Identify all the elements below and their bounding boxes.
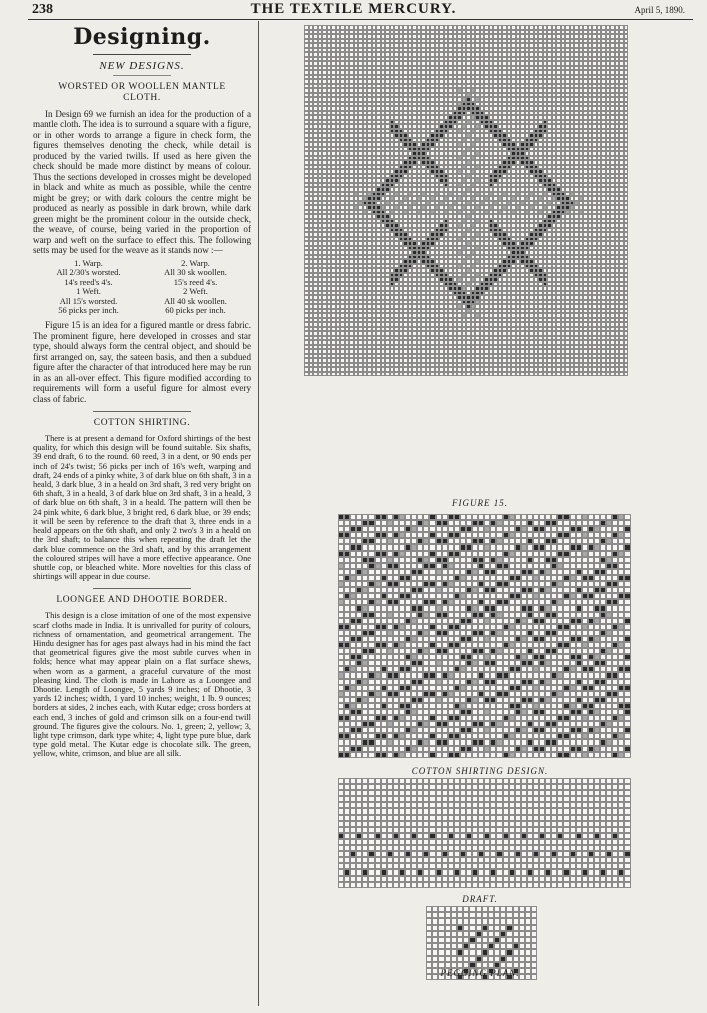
section-rule [93,588,191,589]
section-title: Designing. [73,24,211,50]
section-rule [93,411,191,412]
spec-line: All 15's worsted. [59,295,118,306]
spec-line: All 30 sk woollen. [164,267,227,278]
header-rule [28,19,693,20]
page-header [0,0,707,20]
spec-line: 15's reed 4's. [173,276,218,287]
figure-15-design-grid [304,25,628,376]
article-heading-shirting: COTTON SHIRTING. [93,418,191,429]
spec-line: All 2/30's worsted. [56,267,121,278]
text-column [33,22,251,759]
spec-line: 14's reed's 4's. [64,276,113,287]
article-heading-mantle-cloth: WORSTED OR WOOLLEN MANTLE CLOTH. [58,81,226,103]
setts-table [35,259,249,317]
issue-date: April 5, 1890. [634,5,685,15]
spec-line: 56 picks per inch. [58,305,119,316]
spec-line: 1. Warp. [74,257,103,268]
spec-line: 1 Weft. [76,286,101,297]
title-rule [93,54,191,55]
article-heading-loongee: LOONGEE AND DHOOTIE BORDER. [56,595,228,606]
column-divider [258,21,259,1006]
spec-line: 60 picks per inch. [165,305,226,316]
figure15-paragraph: Figure 15 is an idea for a figured mantle or dress fabric. The prominent figure, here developed in crosses and star type, should always form the central object, and should be first arranged on, say, the sateen basis, and then a subdued figure after the character of that introduced here may be run in as an all-over effect. This figure modified according to requirements will form a useful figure for almost every class of fabric. [33,320,251,404]
loongee-paragraph: This design is a close imitation of one of the most expensive scarf cloths made in India. It is unrivalled for purity of colours, richness of ornamentation, and geometrical arrangement. The Hindu designer has for ages past always had in his mind the fact that geometrical figures give the most subtle curves when in folds; hence what may appear plain on a flat surface shews, when worn as a garment, a graceful curvature of the most pleasing kind. The cloth is made in Lahore as a Loongee and Dhootie. Length of Loongee, 5 yards 9 inches; of Dhootie, 3 yards 12 inches; width, 1 yard 10 inches; weight, 1 lb. 9 ounces; borders at sides, 2 inches each, with Kutar edge; cross borders at each end, 3 inches of gold and crimson silk on a four-end twill ground. The figures give the colours. No. 1, green; 2, yellow; 3, light type crimson, dark type white; 4, light type pure blue, dark type gold metal. The Kutar edge is chocolate silk. The green, yellow, white, crimson, and blue are all silk. [33,611,251,759]
mantle-cloth-paragraph: In Design 69 we furnish an idea for the production of a mantle cloth. The idea is to surround a square with a figure, or in other words to arrange a figure in check form, the figures themselves denoting the check, while detail is produced by the varied twills. If used as here given the check should be made more distinct by means of colour. Thus the sections developed in crosses might be developed in black and white as much as possible, while the centre might be grey; or with dark colours the centre might be produced as nearly as possible in dark brown, while dark green might be the prominent colour in the outside check, the weave, of course, being varied in the proportion of warp and weft on the surface to effect this. The following setts may be used for the weave as it stands now :— [33,108,251,255]
subtitle-rule [113,75,171,76]
article-subtitle: NEW DESIGNS. [99,60,185,72]
setts-left [35,259,142,317]
shirting-paragraph: There is at present a demand for Oxford shirtings of the best quality, for which this design will be found suitable. Six shafts, 39 end draft, 6 to the round. 60 reed, 3 in a dent, or 90 ends per inch of 24's twist; 56 picks per inch of 16's weft, warping and draft, 24 ends of a pinky white, 3 of dark blue on 6th shaft, 3 in a heald, 3 dark blue, 3 in a heald on 3rd shaft, 3 red very bright on 6th shaft, 3 in a heald, 3 of dark blue on 3rd shaft, 3 in a heald, 3 of dark blue on 6th shaft, 3 in a heald. The pattern will then be 24 pink white, 6 dark blue, 3 bright red, 6 dark blue, or 39 ends; it will be seen by reference to the draft that 3, three ends in a heald appears on the 6th shaft, and only 2 two's 3 in a heald on the 3rd shaft; to balance this when repeating the draft let the dark blue commence on the 3rd shaft, and by this arrangement the coloured stripes will have a more effective appearance. One shuttle cop, or bleached white. More novelties for this class of shirtings will appear in due course. [33,434,251,582]
spec-line: 2 Weft. [183,286,208,297]
spec-line: All 40 sk woollen. [164,295,227,306]
page-number: 238 [32,2,53,17]
spec-line: 2. Warp. [181,257,210,268]
journal-title: THE TEXTILE MERCURY. [250,1,457,17]
setts-right [142,259,249,317]
